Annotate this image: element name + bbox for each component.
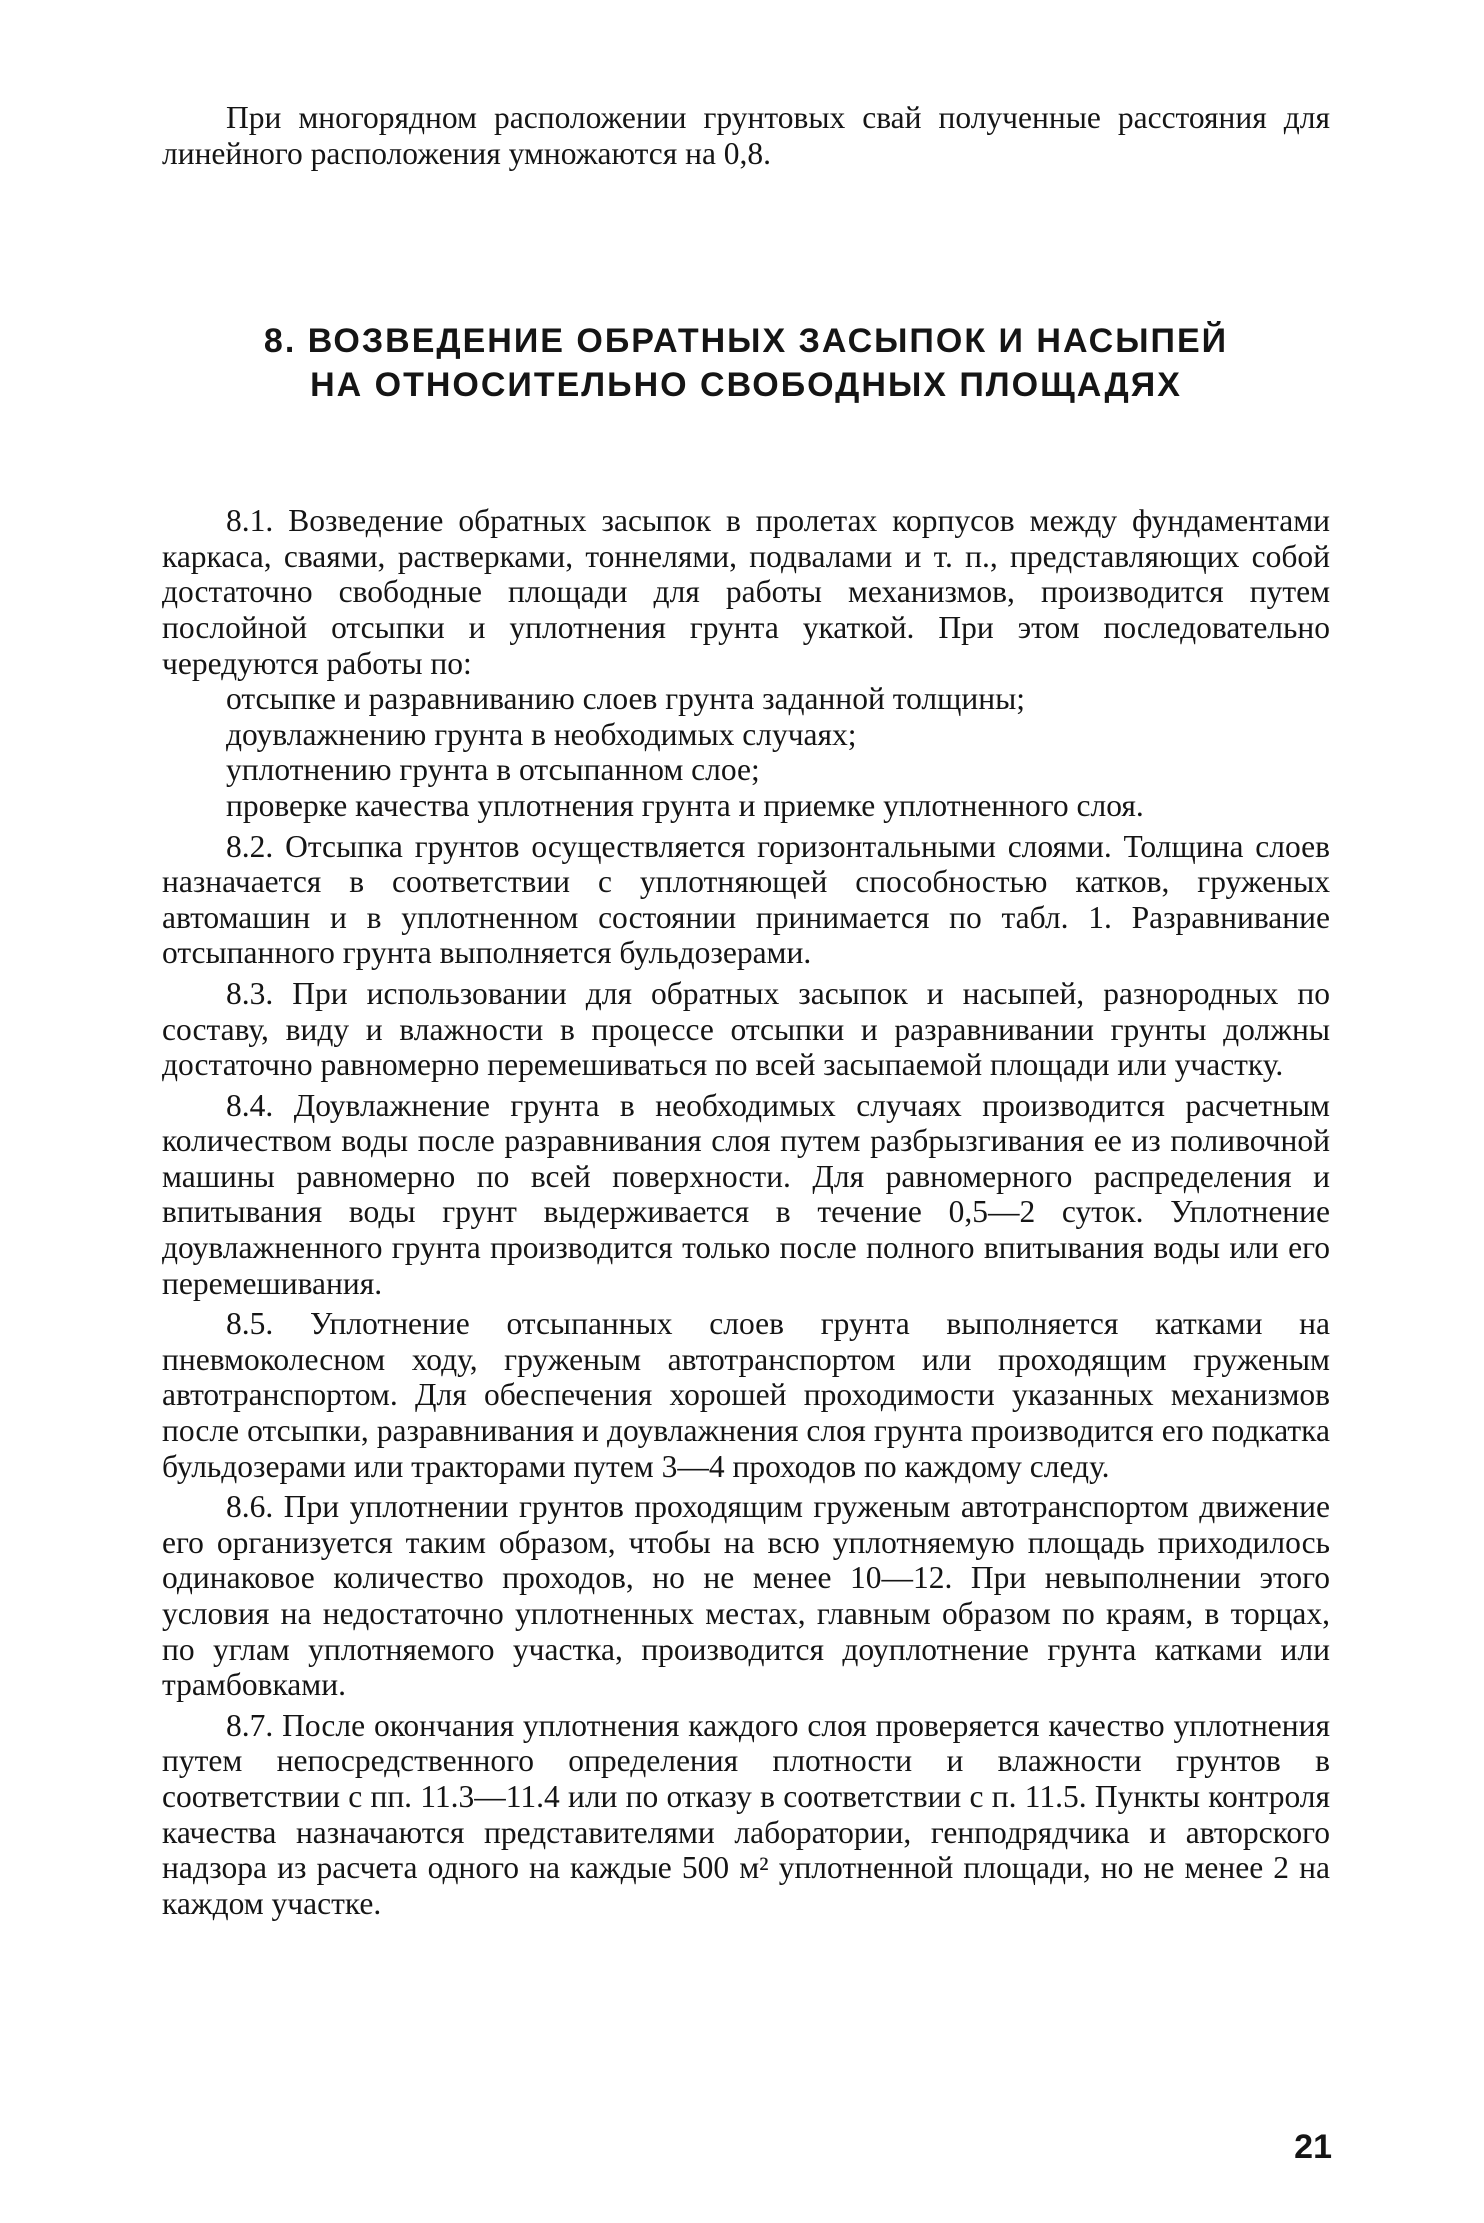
section-heading xyxy=(162,319,1330,407)
list-item: отсыпке и разравниванию слоев грунта заданной толщины; xyxy=(226,681,1026,717)
page-number: 21 xyxy=(1294,2128,1332,2166)
paragraph-8-3: 8.3. При использовании для обратных засыпок и насыпей, разнородных по составу, виду и влажности в процессе отсыпки и разравнивании грунты должны достаточно равномерно перемешиваться по всей засыпаемой площади или участку. xyxy=(162,975,1330,1083)
section-heading-line-1: 8. ВОЗВЕДЕНИЕ ОБРАТНЫХ ЗАСЫПОК И НАСЫПЕЙ xyxy=(263,322,1229,361)
paragraph-8-4: 8.4. Доувлажнение грунта в необходимых случаях производится расчетным количеством воды после разравнивания слоя путем разбрызгивания ее из поливочной машины равномерно по всей поверхности. Для равномерного распределения и впитывания воды грунт выдерживается в течение 0,5—2 суток. Уплотнение доувлажненного грунта производится только после полного впитывания воды или его перемешивания. xyxy=(162,1087,1330,1301)
paragraph-8-6: 8.6. При уплотнении грунтов проходящим груженым автотранспортом движение его организуется таким образом, чтобы на всю уплотняемую площадь приходилось одинаковое количество проходов, но не менее 10—12. При невыполнении этого условия на недостаточно уплотненных местах, главным образом по краям, в торцах, по углам уплотняемого участка, производится доуплотнение грунта катками или трамбовками. xyxy=(162,1489,1330,1703)
paragraph-8-5: 8.5. Уплотнение отсыпанных слоев грунта выполняется катками на пневмоколесном ходу, груженым автотранспортом или проходящим груженым автотранспортом. Для обеспечения хорошей проходимости указанных механизмов после отсыпки, разравнивания и доувлажнения слоя грунта производится его подкатка бульдозерами или тракторами путем 3—4 проходов по каждому следу. xyxy=(162,1306,1330,1484)
list-item: проверке качества уплотнения грунта и приемке уплотненного слоя. xyxy=(226,787,1144,823)
paragraph-8-2: 8.2. Отсыпка грунтов осуществляется горизонтальными слоями. Толщина слоев назначается в соответствии с уплотняющей способностью катков, груженых автомашин и в уплотненном состоянии принимается по табл. 1. Разравнивание отсыпанного грунта выполняется бульдозерами. xyxy=(162,828,1330,971)
intro-paragraph: При многорядном расположении грунтовых свай полученные расстояния для линейного расположения умножаются на 0,8. xyxy=(162,100,1330,171)
paragraph-8-7: 8.7. После окончания уплотнения каждого слоя проверяется качество уплотнения путем непосредственного определения плотности и влажности грунтов в соответствии с пп. 11.3—11.4 или по отказу в соответствии с п. 11.5. Пункты контроля качества назначаются представителями лаборатории, генподрядчика и авторского надзора из расчета одного на каждые 500 м² уплотненной площади, но не менее 2 на каждом участке. xyxy=(162,1707,1330,1921)
list-item: доувлажнению грунта в необходимых случаях; xyxy=(226,716,857,752)
page-content xyxy=(162,100,1330,1921)
section-heading-line-2: НА ОТНОСИТЕЛЬНО СВОБОДНЫХ ПЛОЩАДЯХ xyxy=(310,366,1182,405)
list-item: уплотнению грунта в отсыпанном слое; xyxy=(226,752,760,788)
paragraph-8-1: 8.1. Возведение обратных засыпок в пролетах корпусов между фундаментами каркаса, сваями, растверками, тоннелями, подвалами и т. п., представляющих собой достаточно свободные площади для работы механизмов, производится путем послойной отсыпки и уплотнения грунта укаткой. При этом последовательно чередуются работы по: xyxy=(162,503,1330,681)
